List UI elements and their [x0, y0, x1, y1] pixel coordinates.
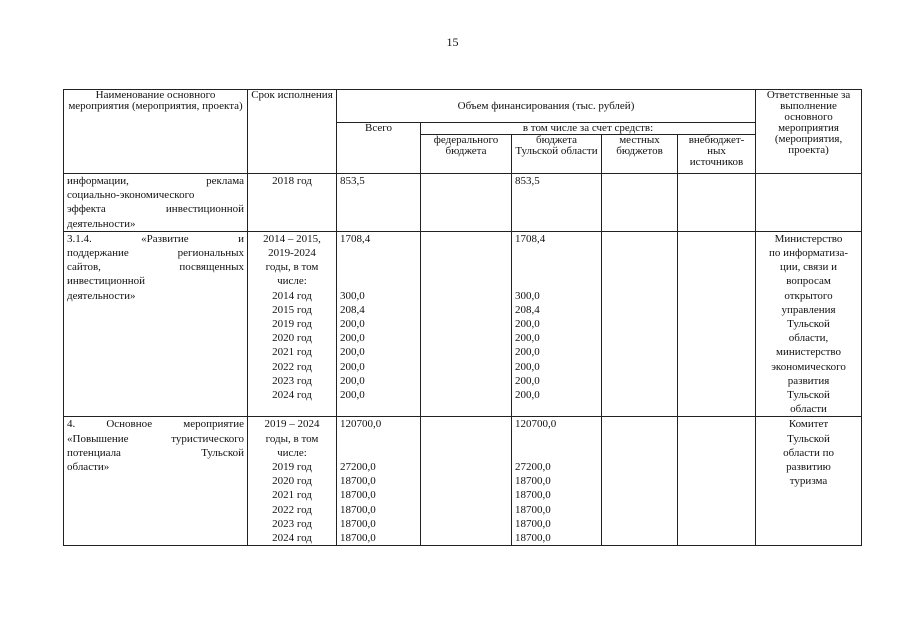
row-name: [64, 417, 248, 546]
row-regional-line: 200,0: [515, 332, 540, 345]
row-term-line: 2019 – 2024: [264, 418, 320, 431]
row-responsible-line: Тульской: [787, 318, 830, 331]
row-federal: [421, 417, 512, 546]
row-responsible: [756, 231, 862, 417]
row-total-line: 300,0: [340, 289, 365, 302]
row-total: [337, 417, 421, 546]
row-regional-line: 18700,0: [515, 532, 551, 545]
row-total-line: 1708,4: [340, 232, 371, 245]
header-responsible-col: Ответственные за выполнение основного мероприятия (мероприятия, проекта): [756, 90, 862, 174]
row-regional-line: [515, 274, 598, 288]
row-total-line: [340, 246, 417, 260]
row-regional-line: [515, 432, 598, 446]
row-name: [64, 231, 248, 417]
row-total-line: 27200,0: [340, 461, 376, 474]
row-responsible-line: ции, связи и: [780, 261, 838, 274]
row-name-line: социально-экономического: [67, 189, 195, 202]
row-total-line: [340, 432, 417, 446]
row-name-line: деятельности»: [67, 217, 136, 230]
row-regional-line: 27200,0: [515, 461, 551, 474]
row-regional: [512, 231, 602, 417]
row-responsible-line: Тульской: [787, 432, 830, 445]
row-term: [248, 174, 337, 232]
row-total-line: 18700,0: [340, 503, 376, 516]
header-row-1: [64, 90, 862, 123]
page-number: 15: [446, 35, 459, 49]
row-term-line: 2022 год: [272, 360, 312, 373]
row-responsible: [756, 417, 862, 546]
row-term-line: 2019 год: [272, 461, 312, 474]
row-name-line: потенциала Тульской: [67, 446, 244, 459]
row-responsible-line: вопросам: [786, 275, 831, 288]
header-federal: федерального бюджета: [421, 135, 512, 174]
row-total-line: 200,0: [340, 360, 365, 373]
header-term-col: Срок исполнения: [248, 90, 337, 174]
row-regional-line: [515, 246, 598, 260]
row-total-line: 18700,0: [340, 517, 376, 530]
financing-table: [63, 89, 862, 546]
row-regional-line: 300,0: [515, 289, 540, 302]
row-extra: [678, 174, 756, 232]
row-term-line: 2021 год: [272, 489, 312, 502]
row-extra: [678, 417, 756, 546]
row-term-line: 2020 год: [272, 332, 312, 345]
row-responsible-line: Министерство: [774, 232, 843, 245]
row-regional-line: 18700,0: [515, 517, 551, 530]
row-total-line: 200,0: [340, 317, 365, 330]
row-total-line: 18700,0: [340, 489, 376, 502]
row-responsible-line: области: [790, 403, 827, 416]
row-responsible: [756, 174, 862, 232]
row-responsible-line: области,: [788, 332, 829, 345]
row-regional-line: 200,0: [515, 374, 540, 387]
row-regional-line: 200,0: [515, 389, 540, 401]
row-responsible-line: Тульской: [787, 389, 830, 402]
row-regional: [512, 174, 602, 232]
row-local: [602, 231, 678, 417]
row-name-line: эффекта инвестиционной: [67, 203, 244, 216]
row-total-line: 120700,0: [340, 418, 382, 431]
header-funding-col: Объем финансирования (тыс. рублей): [337, 90, 756, 123]
row-regional: [512, 417, 602, 546]
table-row: [64, 417, 862, 546]
row-name-line: поддержание региональных: [67, 247, 244, 260]
row-regional-line: 200,0: [515, 360, 540, 373]
row-regional-line: 18700,0: [515, 489, 551, 502]
header-regional: бюджета Тульской области: [512, 135, 602, 174]
row-responsible-line: развития: [787, 374, 830, 387]
row-term: [248, 417, 337, 546]
row-total: [337, 174, 421, 232]
row-regional-line: 18700,0: [515, 475, 551, 488]
row-federal: [421, 174, 512, 232]
row-responsible-line: министерство: [776, 346, 842, 359]
row-total-line: 200,0: [340, 389, 365, 401]
row-regional-line: 120700,0: [515, 418, 557, 431]
row-name-line: информации, реклама: [67, 175, 244, 187]
row-extra: [678, 231, 756, 417]
row-term-line: 2024 год: [272, 532, 312, 545]
row-responsible-line: Комитет: [788, 418, 829, 431]
row-term-line: 2024 год: [272, 389, 312, 402]
row-term-line: 2014 год: [272, 289, 312, 302]
row-total-line: 200,0: [340, 374, 365, 387]
row-name: [64, 174, 248, 232]
row-regional-line: [515, 446, 598, 460]
row-regional-line: [515, 260, 598, 274]
row-term-line: числе:: [277, 446, 307, 459]
row-term-line: 2023 год: [272, 374, 312, 387]
row-name-line: 3.1.4. «Развитие и: [67, 232, 244, 245]
row-regional-line: 208,4: [515, 303, 540, 316]
row-term-line: 2023 год: [272, 517, 312, 530]
row-local: [602, 417, 678, 546]
row-total-line: [340, 260, 417, 274]
row-term: [248, 231, 337, 417]
row-responsible-line: туризма: [789, 475, 828, 488]
row-total-line: [340, 274, 417, 288]
row-term-line: 2018 год: [272, 175, 312, 187]
row-regional-line: 1708,4: [515, 232, 546, 245]
row-total-line: [340, 446, 417, 460]
row-responsible-line: управления: [781, 303, 836, 316]
table-row: [64, 174, 862, 232]
header-extra: внебюджет-ных источников: [678, 135, 756, 174]
row-name-line: деятельности»: [67, 289, 136, 302]
row-responsible-line: экономического: [771, 360, 846, 373]
row-federal: [421, 231, 512, 417]
row-responsible-line: области по: [783, 446, 834, 459]
row-responsible-line: развитию: [786, 461, 831, 474]
row-term-line: 2015 год: [272, 303, 312, 316]
row-name-line: 4. Основное мероприятие: [67, 418, 244, 431]
row-term-line: годы, в том: [265, 261, 319, 274]
row-regional-line: 18700,0: [515, 503, 551, 516]
row-regional-line: 853,5: [515, 175, 540, 187]
row-regional-line: 200,0: [515, 317, 540, 330]
header-incl: в том числе за счет средств:: [421, 123, 756, 135]
row-total-line: 853,5: [340, 175, 365, 187]
row-name-line: «Повышение туристического: [67, 432, 244, 445]
row-responsible-line: по информатиза-: [769, 247, 848, 260]
row-total-line: 208,4: [340, 303, 365, 316]
row-name-line: инвестиционной: [67, 275, 146, 288]
row-term-line: числе:: [277, 275, 307, 288]
row-term-line: 2021 год: [272, 346, 312, 359]
row-local: [602, 174, 678, 232]
row-name-line: области»: [67, 461, 110, 474]
row-total-line: 18700,0: [340, 532, 376, 545]
row-term-line: 2022 год: [272, 503, 312, 516]
header-total: Всего: [337, 123, 421, 174]
row-total: [337, 231, 421, 417]
row-name-line: сайтов, посвященных: [67, 261, 244, 274]
row-term-line: 2020 год: [272, 475, 312, 488]
table-row: [64, 231, 862, 417]
row-total-line: 200,0: [340, 332, 365, 345]
row-responsible-line: открытого: [784, 289, 833, 302]
row-term-line: 2019 год: [272, 318, 312, 331]
row-total-line: 200,0: [340, 346, 365, 359]
row-total-line: 18700,0: [340, 475, 376, 488]
header-local: местных бюджетов: [602, 135, 678, 174]
header-name-col: Наименование основного мероприятия (мероприятия, проекта): [64, 90, 248, 174]
row-term-line: годы, в том: [265, 432, 319, 445]
row-term-line: 2019-2024: [268, 247, 316, 260]
row-term-line: 2014 – 2015,: [263, 232, 321, 245]
row-regional-line: 200,0: [515, 346, 540, 359]
